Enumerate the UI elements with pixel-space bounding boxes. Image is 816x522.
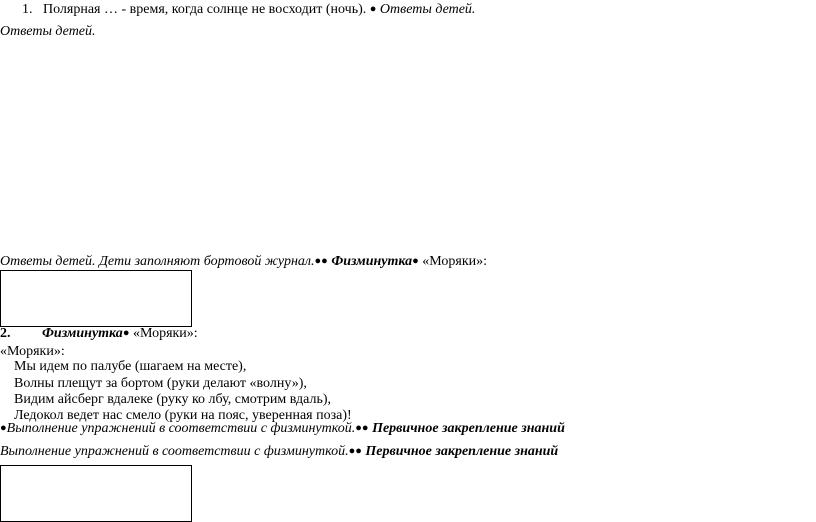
exercise-text: Выполнение упражнений в соответствии с физминуткой. xyxy=(0,444,349,459)
item-1-text: Полярная … - время, когда солнце не восходит (ночь). xyxy=(43,2,367,17)
exercise-text: Выполнение упражнений в соответствии с физминуткой. xyxy=(6,421,356,436)
item-2 xyxy=(0,325,198,343)
bullet-icon: ● xyxy=(369,3,377,15)
exercise-line-2 xyxy=(0,443,558,461)
consolidation-label: Первичное закрепление знаний xyxy=(372,421,565,436)
double-bullet-icon: ●● xyxy=(314,255,328,267)
exercise-line-1 xyxy=(0,420,565,438)
journal-text: Ответы детей. Дети заполняют бортовой журнал. xyxy=(0,254,315,269)
fizminutka-label: Физминутка xyxy=(331,254,413,269)
bullet-icon: ● xyxy=(0,422,7,434)
poem-line: Мы идем по палубе (шагаем на месте), xyxy=(14,359,247,374)
consolidation-label: Первичное закрепление знаний xyxy=(365,444,559,459)
double-bullet-icon: ●● xyxy=(348,445,362,457)
item-1 xyxy=(22,1,475,19)
empty-frame xyxy=(0,270,192,327)
moryaki-heading: «Моряки»: xyxy=(132,326,198,341)
item-2-number: 2. xyxy=(0,326,11,341)
double-bullet-icon: ●● xyxy=(355,422,369,434)
fizminutka-heading: Физминутка xyxy=(42,326,123,341)
item-1-number: 1. xyxy=(22,2,33,17)
poem-line: Ледокол ведет нас смело (руки на пояс, уверенная поза)! xyxy=(14,408,352,423)
poem-title: «Моряки»: xyxy=(0,344,65,359)
bullet-icon: ● xyxy=(122,327,130,339)
poem-line: Волны плещут за бортом (руки делают «волну»), xyxy=(14,376,307,391)
answers-line: Ответы детей. xyxy=(0,24,96,39)
item-1-answer: Ответы детей. xyxy=(379,2,476,17)
moryaki-label: «Моряки»: xyxy=(422,254,488,269)
journal-line xyxy=(0,253,487,271)
poem-line: Видим айсберг вдалеке (руку ко лбу, смотрим вдаль), xyxy=(14,392,332,407)
bullet-icon: ● xyxy=(412,255,419,267)
empty-frame xyxy=(0,465,192,522)
